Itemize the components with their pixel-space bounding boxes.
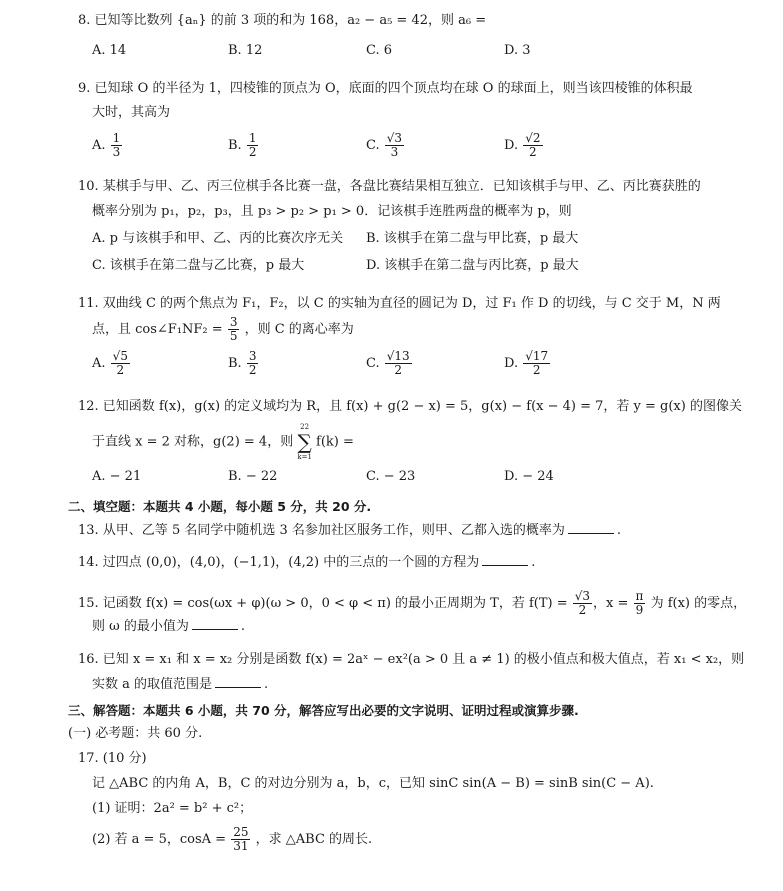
- q11-option-a: [92, 350, 131, 377]
- question-17-stem: 记 △ABC 的内角 A，B，C 的对边分别为 a，b，c，已知 sinC sin(A − B) = sinB sin(C − A).: [92, 776, 654, 791]
- fraction: [111, 132, 123, 159]
- denominator: 3: [112, 145, 121, 159]
- numerator: 1: [248, 131, 257, 145]
- q15-post: 为 f(x) 的零点，: [650, 596, 747, 611]
- question-15-line2: [92, 618, 245, 636]
- q10-option-b: B. 该棋手在第二盘与甲比赛，p 最大: [366, 231, 579, 246]
- answer-blank: [215, 687, 261, 688]
- fraction: [634, 590, 646, 617]
- q16-line2-text: 实数 a 的取值范围是: [92, 677, 213, 692]
- option-label: B.: [228, 356, 242, 371]
- summation-symbol: [297, 422, 312, 462]
- q11-option-b: [228, 350, 259, 377]
- denominator: 31: [233, 839, 249, 853]
- subsection-required: (一) 必考题：共 60 分.: [68, 726, 203, 741]
- denominator: 3: [390, 145, 399, 159]
- q12-option-d: D. − 24: [504, 469, 554, 484]
- fraction: [247, 132, 259, 159]
- q9-option-b: [228, 132, 259, 159]
- question-17-heading: 17. (10 分): [78, 751, 147, 766]
- q9-option-a: [92, 132, 123, 159]
- numerator: √2: [525, 131, 541, 145]
- option-label: C.: [366, 138, 380, 153]
- question-10-line1: 10. 某棋手与甲、乙、丙三位棋手各比赛一盘，各盘比赛结果相互独立．已知该棋手与甲、乙、丙比赛获胜的: [78, 179, 701, 194]
- numerator: 3: [248, 349, 257, 363]
- numerator: 1: [112, 131, 121, 145]
- question-9-line1: 9. 已知球 O 的半径为 1，四棱锥的顶点为 O，底面的四个顶点均在球 O 的球面上，则当该四棱锥的体积最: [78, 81, 693, 96]
- q10-option-a: A. p 与该棋手和甲、乙、丙的比赛次序无关: [92, 231, 344, 246]
- question-8-text: 8. 已知等比数列 {aₙ} 的前 3 项的和为 168，a₂ − a₅ = 42，则 a₆ =: [78, 13, 487, 28]
- q15-pre: 15. 记函数 f(x) = cos(ωx + φ)(ω > 0，0 < φ < π) 的最小正周期为 T，若 f(T) =: [78, 596, 568, 611]
- denominator: 2: [532, 363, 541, 377]
- q12-option-b: B. − 22: [228, 469, 278, 484]
- q12-line2-post: f(k) =: [316, 434, 354, 450]
- question-11-line1: 11. 双曲线 C 的两个焦点为 F₁，F₂，以 C 的实轴为直径的圆记为 D，过 F₁ 作 D 的切线，与 C 交于 M，N 两: [78, 296, 721, 311]
- fraction: [573, 590, 592, 617]
- numerator: √13: [386, 349, 410, 363]
- answer-blank: [482, 565, 528, 566]
- q8-option-d: D. 3: [504, 43, 531, 58]
- question-12-line2: [92, 422, 354, 462]
- q12-line2-pre: 于直线 x = 2 对称，g(2) = 4，则: [92, 434, 294, 450]
- denominator: 2: [248, 145, 257, 159]
- q11-option-d: [504, 350, 551, 377]
- q14-end: .: [531, 555, 536, 570]
- q17-part2-post: ，求 △ABC 的周长.: [255, 832, 373, 847]
- q16-line2-end: .: [264, 677, 269, 692]
- fraction: [523, 132, 542, 159]
- answer-blank: [192, 629, 238, 630]
- sigma-sign: ∑: [297, 430, 312, 454]
- numerator: √3: [574, 589, 591, 603]
- answer-blank: [568, 533, 614, 534]
- fraction: [228, 316, 240, 343]
- q13-end: .: [616, 523, 622, 538]
- question-15-line1: [78, 590, 746, 617]
- sum-lower-limit: k=1: [297, 453, 312, 461]
- denominator: 9: [635, 603, 644, 617]
- q17-part2-pre: (2) 若 a = 5，cosA =: [92, 832, 227, 847]
- q12-option-c: C. − 23: [366, 469, 416, 484]
- question-12-line1: 12. 已知函数 f(x)，g(x) 的定义域均为 R，且 f(x) + g(2 − x) = 5，g(x) − f(x − 4) = 7，若 y = g(x) 的图像关: [78, 399, 742, 414]
- q15-line2-text: 则 ω 的最小值为: [92, 619, 189, 634]
- fraction: [385, 350, 412, 377]
- q10-option-c: C. 该棋手在第二盘与乙比赛，p 最大: [92, 258, 305, 273]
- denominator: 5: [229, 329, 238, 343]
- question-10-line2: 概率分别为 p₁，p₂，p₃，且 p₃ > p₂ > p₁ > 0．记该棋手连胜两盘的概率为 p，则: [92, 204, 572, 219]
- denominator: 2: [116, 363, 125, 377]
- option-label: D.: [504, 356, 519, 371]
- q8-option-b: B. 12: [228, 43, 263, 58]
- question-16-line1: 16. 已知 x = x₁ 和 x = x₂ 分别是函数 f(x) = 2aˣ − ex²(a > 0 且 a ≠ 1) 的极小值点和极大值点，若 x₁ < x₂，则: [78, 652, 745, 667]
- denominator: 2: [248, 363, 257, 377]
- q13-text: 13. 从甲、乙等 5 名同学中随机选 3 名参加社区服务工作，则甲、乙都入选的概率为: [78, 523, 565, 538]
- fraction: [231, 826, 250, 853]
- q8-option-a: A. 14: [92, 43, 127, 58]
- option-label: A.: [92, 138, 106, 153]
- section-2-heading: 二、填空题：本题共 4 小题，每小题 5 分，共 20 分.: [68, 499, 372, 514]
- q9-option-d: [504, 132, 544, 159]
- denominator: 2: [578, 603, 587, 617]
- denominator: 2: [529, 145, 537, 159]
- denominator: 2: [394, 363, 403, 377]
- q10-option-d: D. 该棋手在第二盘与丙比赛，p 最大: [366, 258, 579, 273]
- numerator: 3: [229, 315, 238, 329]
- q11-option-c: [366, 350, 413, 377]
- question-13: [78, 522, 621, 540]
- question-17-part-2: [92, 826, 372, 853]
- q14-text: 14. 过四点 (0,0)，(4,0)，(−1,1)，(4,2) 中的三点的一个圆的方程为: [78, 555, 480, 570]
- q8-option-c: C. 6: [366, 43, 393, 58]
- q11-line2-pre: 点，且 cos∠F₁NF₂ =: [92, 322, 223, 337]
- q15-line2-end: .: [240, 619, 246, 634]
- option-label: A.: [92, 356, 106, 371]
- numerator: √5: [112, 349, 128, 363]
- sum-upper-limit: 22: [300, 423, 310, 431]
- numerator: π: [635, 589, 644, 603]
- q15-mid: ，x =: [593, 596, 629, 611]
- numerator: √17: [525, 349, 549, 363]
- fraction: [247, 350, 259, 377]
- section-3-heading: 三、解答题：本题共 6 小题，共 70 分，解答应写出必要的文字说明、证明过程或演算步骤.: [68, 703, 579, 718]
- option-label: D.: [504, 138, 519, 153]
- question-14: [78, 554, 535, 572]
- numerator: √3: [386, 131, 403, 145]
- option-label: B.: [228, 138, 242, 153]
- fraction: [385, 132, 404, 159]
- question-9-line2: 大时，其高为: [92, 105, 171, 120]
- numerator: 25: [233, 825, 249, 839]
- question-17-part-1: (1) 证明：2a² = b² + c²；: [92, 801, 253, 816]
- q12-option-a: A. − 21: [92, 469, 142, 484]
- option-label: C.: [366, 356, 380, 371]
- q11-line2-post: ，则 C 的离心率为: [244, 322, 354, 337]
- fraction: [111, 350, 130, 377]
- q9-option-c: [366, 132, 405, 159]
- question-11-line2: [92, 316, 354, 343]
- question-16-line2: [92, 676, 268, 694]
- fraction: [523, 350, 550, 377]
